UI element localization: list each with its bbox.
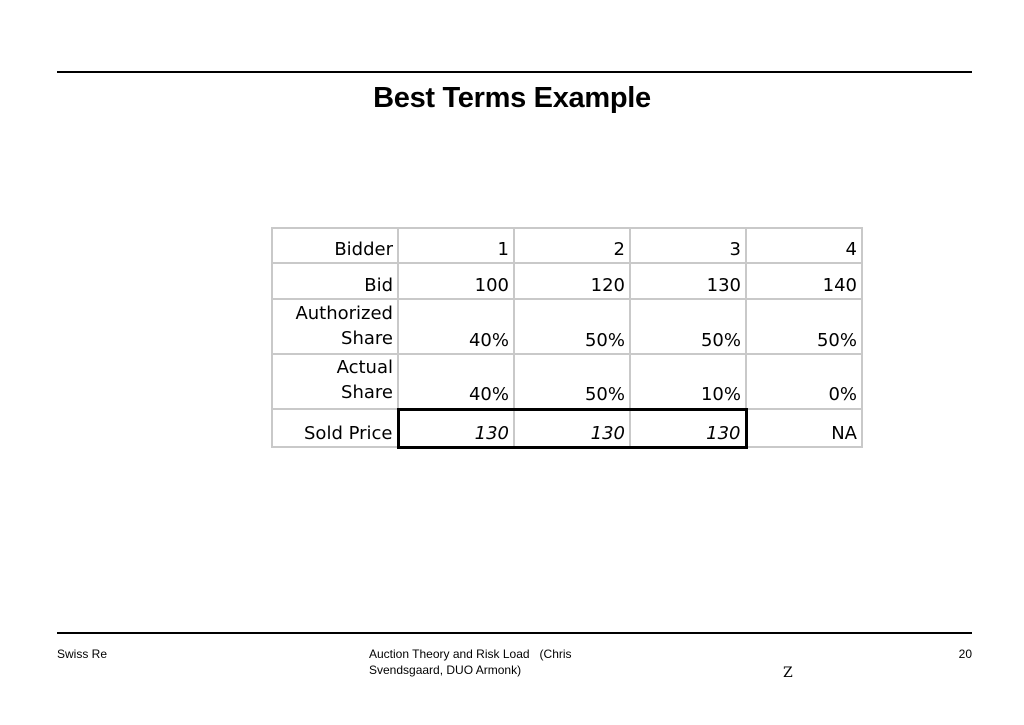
footer-rule	[57, 632, 972, 634]
table-cell: 100	[398, 263, 514, 299]
table-cell: 10%	[630, 354, 746, 409]
table-cell: 1	[398, 228, 514, 263]
label-line: Authorized	[295, 303, 393, 324]
footer-line: Svendsgaard, DUO Armonk)	[369, 663, 522, 677]
table-cell: NA	[746, 409, 862, 447]
table-cell: 40%	[398, 354, 514, 409]
label-line: Share	[341, 382, 393, 403]
table-cell: 4	[746, 228, 862, 263]
footer-presentation-title	[369, 646, 619, 678]
table-cell: 2	[514, 228, 630, 263]
table-cell-highlighted: 130	[398, 409, 514, 447]
header-rule	[57, 71, 972, 73]
table-cell: 50%	[630, 299, 746, 354]
table-cell: 0%	[746, 354, 862, 409]
page-number: 20	[958, 647, 972, 661]
table-row	[272, 263, 862, 299]
table-row	[272, 354, 862, 409]
table-row	[272, 228, 862, 263]
row-label-sold-price: Sold Price	[272, 409, 398, 447]
best-terms-table	[271, 227, 863, 449]
footer-mark: Z	[783, 665, 793, 681]
table-cell: 120	[514, 263, 630, 299]
table-cell: 3	[630, 228, 746, 263]
table-cell: 50%	[514, 299, 630, 354]
label-line: Share	[341, 328, 393, 349]
table-cell: 50%	[514, 354, 630, 409]
footer-company: Swiss Re	[57, 647, 108, 661]
table-cell-highlighted: 130	[514, 409, 630, 447]
slide-title: Best Terms Example	[373, 82, 651, 114]
row-label-actual-share	[272, 354, 398, 409]
table-cell: 130	[630, 263, 746, 299]
row-label-bid: Bid	[272, 263, 398, 299]
label-line: Actual	[336, 357, 393, 378]
table-row	[272, 299, 862, 354]
row-label-bidder: Bidder	[272, 228, 398, 263]
row-label-authorized-share	[272, 299, 398, 354]
table-cell-highlighted: 130	[630, 409, 746, 447]
footer-line: Auction Theory and Risk Load (Chris	[369, 647, 572, 661]
table-cell: 40%	[398, 299, 514, 354]
table-cell: 140	[746, 263, 862, 299]
table-cell: 50%	[746, 299, 862, 354]
table-row	[272, 409, 862, 447]
